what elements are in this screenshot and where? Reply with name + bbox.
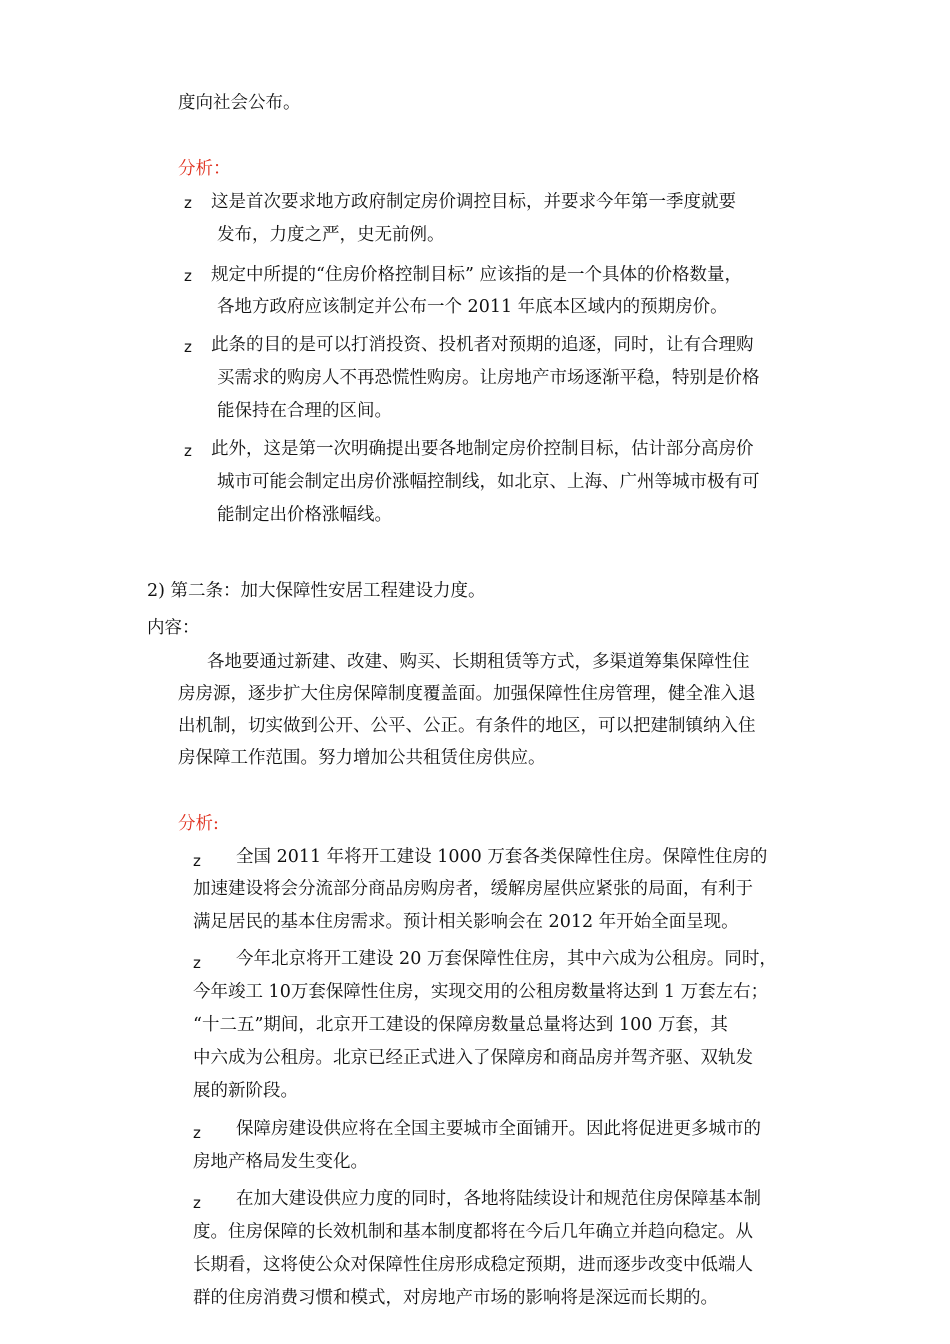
analysis2-item2-line1: 今年北京将开工建设 20 万套保障性住房，其中六成为公租房。同时，	[236, 949, 777, 969]
analysis1-item4-line3: 能制定出价格涨幅线。	[217, 505, 392, 525]
bullet-marker: z	[193, 1194, 201, 1212]
analysis2-item4-line3: 长期看，这将使公众对保障性住房形成稳定预期，进而逐步改变中低端人	[193, 1255, 753, 1275]
analysis2-item4-line4: 群的住房消费习惯和模式，对房地产市场的影响将是深远而长期的。	[193, 1288, 718, 1308]
analysis2-item3-line1: 保障房建设供应将在全国主要城市全面铺开。因此将促进更多城市的	[236, 1119, 761, 1139]
analysis2-item2-line4: 中六成为公租房。北京已经正式进入了保障房和商品房并驾齐驱、双轨发	[193, 1048, 753, 1068]
bullet-marker: z	[193, 1124, 201, 1142]
content-line-4: 房保障工作范围。努力增加公共租赁住房供应。	[178, 748, 546, 768]
content-line-1: 各地要通过新建、改建、购买、长期租赁等方式，多渠道筹集保障性住	[207, 652, 750, 672]
bullet-marker: z	[184, 338, 192, 356]
content-line-3: 出机制，切实做到公开、公平、公正。有条件的地区，可以把建制镇纳入住	[178, 716, 756, 736]
analysis2-item2-line2: 今年竣工 10万套保障性住房，实现交用的公租房数量将达到 1 万套左右；	[193, 982, 769, 1002]
bullet-marker: z	[193, 954, 201, 972]
bullet-marker: z	[184, 194, 192, 212]
bullet-marker: z	[193, 852, 201, 870]
content-label: 内容：	[147, 618, 200, 638]
analysis2-item1-line1: 全国 2011 年将开工建设 1000 万套各类保障性住房。保障性住房的	[236, 847, 768, 867]
analysis-heading-2: 分析:	[178, 814, 219, 834]
analysis-heading-1: 分析：	[178, 159, 231, 179]
analysis1-item3-line2: 买需求的购房人不再恐慌性购房。让房地产市场逐渐平稳，特别是价格	[217, 368, 760, 388]
bullet-marker: z	[184, 442, 192, 460]
analysis1-item4-line1: 此外，这是第一次明确提出要各地制定房价控制目标，估计部分高房价	[211, 439, 754, 459]
analysis2-item4-line1: 在加大建设供应力度的同时，各地将陆续设计和规范住房保障基本制	[236, 1189, 761, 1209]
bullet-marker: z	[184, 267, 192, 285]
analysis2-item2-line5: 展的新阶段。	[193, 1081, 298, 1101]
analysis1-item3-line1: 此条的目的是可以打消投资、投机者对预期的追逐，同时，让有合理购	[211, 335, 754, 355]
intro-tail-line: 度向社会公布。	[178, 93, 301, 113]
analysis2-item1-line2: 加速建设将会分流部分商品房购房者，缓解房屋供应紧张的局面，有利于	[193, 879, 753, 899]
analysis1-item4-line2: 城市可能会制定出房价涨幅控制线，如北京、上海、广州等城市极有可	[217, 472, 760, 492]
analysis1-item1-line2: 发布，力度之严，史无前例。	[217, 225, 445, 245]
analysis1-item2-line1: 规定中所提的“住房价格控制目标” 应该指的是一个具体的价格数量，	[211, 265, 742, 285]
analysis1-item1-line1: 这是首次要求地方政府制定房价调控目标，并要求今年第一季度就要	[211, 192, 736, 212]
analysis1-item3-line3: 能保持在合理的区间。	[217, 401, 392, 421]
analysis2-item1-line3: 满足居民的基本住房需求。预计相关影响会在 2012 年开始全面呈现。	[193, 912, 739, 932]
analysis2-item4-line2: 度。住房保障的长效机制和基本制度都将在今后几年确立并趋向稳定。从	[193, 1222, 753, 1242]
content-line-2: 房房源，逐步扩大住房保障制度覆盖面。加强保障性住房管理，健全准入退	[178, 684, 756, 704]
section-2-title: 2) 第二条：加大保障性安居工程建设力度。	[147, 581, 486, 601]
analysis2-item3-line2: 房地产格局发生变化。	[193, 1152, 368, 1172]
analysis1-item2-line2: 各地方政府应该制定并公布一个 2011 年底本区域内的预期房价。	[217, 297, 728, 317]
analysis2-item2-line3: “十二五”期间，北京开工建设的保障房数量总量将达到 100 万套，其	[193, 1015, 728, 1035]
